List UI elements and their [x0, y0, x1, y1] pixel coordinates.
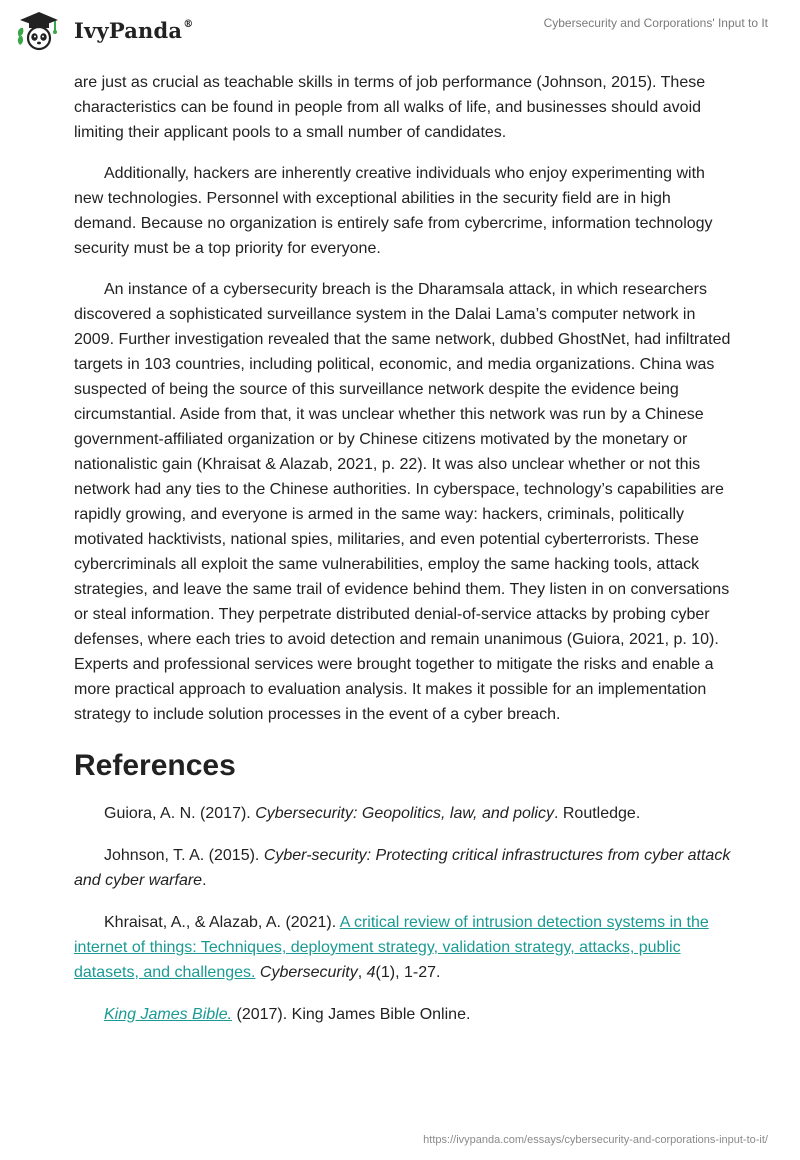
reference-guiora: Guiora, A. N. (2017). Cybersecurity: Geopolitics, law, and policy. Routledge.: [104, 805, 641, 822]
page-header: [0, 0, 800, 66]
reference-link-bible[interactable]: King James Bible.: [104, 1006, 233, 1023]
reference-journal: Cybersecurity: [259, 964, 358, 981]
panda-graduate-icon: [16, 9, 62, 51]
body-paragraph: Additionally, hackers are inherently creative individuals who enjoy experimenting with new technologies. Personnel with exceptional abilities in the security field are in high demand. Because no organization is entirely safe from cybercrime, information technology security must be a top priority for everyone.: [74, 165, 713, 257]
reference-johnson: Johnson, T. A. (2015). Cyber-security: Protecting critical infrastructures from cyber attack and cyber warfare.: [74, 847, 731, 889]
reference-volume: 4: [366, 964, 376, 981]
ivypanda-logo[interactable]: [16, 9, 193, 51]
reference-bible: King James Bible. (2017). King James Bible Online.: [104, 1006, 471, 1023]
document-title: Cybersecurity and Corporations' Input to It: [543, 16, 768, 30]
brand-name: IvyPanda®: [74, 17, 194, 43]
footer-url: https://ivypanda.com/essays/cybersecurity-and-corporations-input-to-it/: [423, 1134, 768, 1146]
essay-content: [74, 70, 734, 1044]
body-paragraph: An instance of a cybersecurity breach is the Dharamsala attack, in which researchers discovered a sophisticated surveillance system in the Dalai Lama’s computer network in 2009. Further investigation revealed that the same network, dubbed GhostNet, had infiltrated targets in 103 countries, including political, economic, and media organizations. China was suspected of being the source of this surveillance network despite the evidence being circumstantial. Aside from that, it was unclear whether this network was run by a Chinese government-affiliated organization or by Chinese citizens motivated by the monetary or nationalistic gain (Khraisat & Alazab, 2021, p. 22). It was also unclear whether or not this network had any ties to the Chinese authorities. In cyberspace, technology’s capabilities are rapidly growing, and everyone is armed in the same way: hackers, criminals, politically motivated hacktivists, national spies, militaries, and even potential cyberterrorists. These cybercriminals all exploit the same vulnerabilities, employ the same hacking tools, attack strategies, and leave the same trail of evidence behind them. They listen in on conversations or steal information. They perpetrate distributed denial-of-service attacks by probing cyber defenses, where each tries to avoid detection and remain unanimous (Guiora, 2021, p. 10). Experts and professional services were brought together to mitigate the risks and enable a more practical approach to evaluation analysis. It makes it possible for an implementation strategy to include solution processes in the event of a cyber breach.: [74, 281, 731, 723]
references-heading: References: [74, 749, 236, 782]
body-paragraph: are just as crucial as teachable skills in terms of job performance (Johnson, 2015). These characteristics can be found in people from all walks of life, and businesses should avoid limiting their applicant pools to a small number of candidates.: [74, 74, 706, 141]
reference-title: Cyber-security: Protecting critical infrastructures from cyber attack and cyber warfare: [74, 847, 731, 889]
reference-title: Cybersecurity: Geopolitics, law, and policy: [255, 805, 554, 822]
reference-link-khraisat[interactable]: A critical review of intrusion detection systems in the internet of things: Techniques, deployment strategy, validation strategy, attacks, public datasets, and challenges.: [74, 914, 709, 981]
reference-khraisat: Khraisat, A., & Alazab, A. (2021). A critical review of intrusion detection systems in the internet of things: Techniques, deployment strategy, validation strategy, attacks, public datasets, and challenges. Cybersecurity, 4(1), 1-27.: [74, 914, 709, 981]
